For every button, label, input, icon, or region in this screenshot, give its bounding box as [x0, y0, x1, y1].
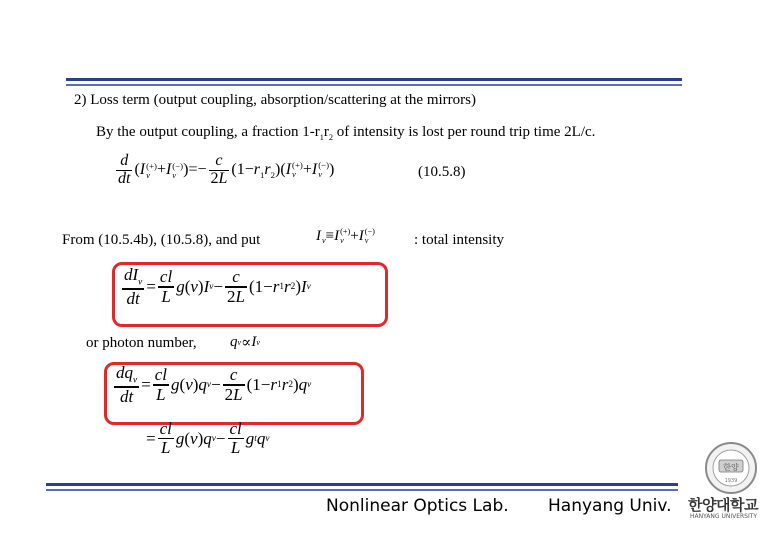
- seal-text: 한양: [723, 463, 739, 472]
- total-intensity-definition: I ν ≡ I (+) ν + I (−) ν: [316, 227, 375, 245]
- top-rule-thin: [66, 84, 682, 86]
- sentence-part3: of intensity is lost per round trip time 2L/c.: [332, 124, 596, 140]
- photon-number-text: or photon number,: [86, 335, 197, 351]
- sentence-part2: r: [323, 124, 329, 140]
- bottom-rule: [46, 483, 678, 486]
- sentence-part1: By the output coupling, a fraction 1-r: [96, 124, 320, 140]
- footer-university: Hanyang Univ.: [548, 496, 672, 516]
- equation-label: (10.5.8): [418, 164, 466, 180]
- seal-year: 1939: [724, 478, 738, 484]
- from-text: From (10.5.4b), (10.5.8), and put: [62, 232, 261, 248]
- photon-rate-simplified: = $\frac{cl}{L}$ g ( ν ) q ν − $\frac{cl}{L}$ g t q ν: [146, 419, 270, 458]
- photon-proportional: q ν ∝ I ν: [230, 334, 260, 351]
- total-intensity-label: : total intensity: [414, 232, 504, 248]
- logo-english: HANYANG UNIVERSITY: [690, 513, 758, 520]
- intensity-rate-equation: $\frac{dI_\nu}{dt}$ = $\frac{cl}{L}$ g ( ν ) I ν − $\frac{c}{2L}$ (1− r 1 r 2 ) I ν: [124, 265, 311, 308]
- sentence-sub1: 1: [319, 133, 324, 142]
- section-heading: 2) Loss term (output coupling, absorption/scattering at the mirrors): [74, 92, 476, 108]
- photon-rate-equation: $\frac{dq_\nu}{dt}$ = $\frac{cl}{L}$ g ( ν ) q ν − $\frac{c}{2L}$ (1− r 1 r 2 ) q ν: [116, 363, 312, 406]
- logo-korean: 한양대학교: [688, 496, 758, 514]
- equation-10-5-8: $\frac{d}{dt}$ (I (+) ν +I (−) ν )=− $\frac{c}{2L}$ $(1-r_1r_2)(I$ (+) ν +I (−) ν ): [118, 152, 335, 188]
- sentence-sub2: 2: [328, 133, 333, 142]
- university-logo: [688, 440, 774, 524]
- bottom-rule-thin: [46, 489, 678, 491]
- footer-lab: Nonlinear Optics Lab.: [326, 496, 509, 516]
- university-seal-icon: [688, 440, 774, 496]
- top-rule: [66, 78, 682, 81]
- output-coupling-sentence: [96, 124, 595, 142]
